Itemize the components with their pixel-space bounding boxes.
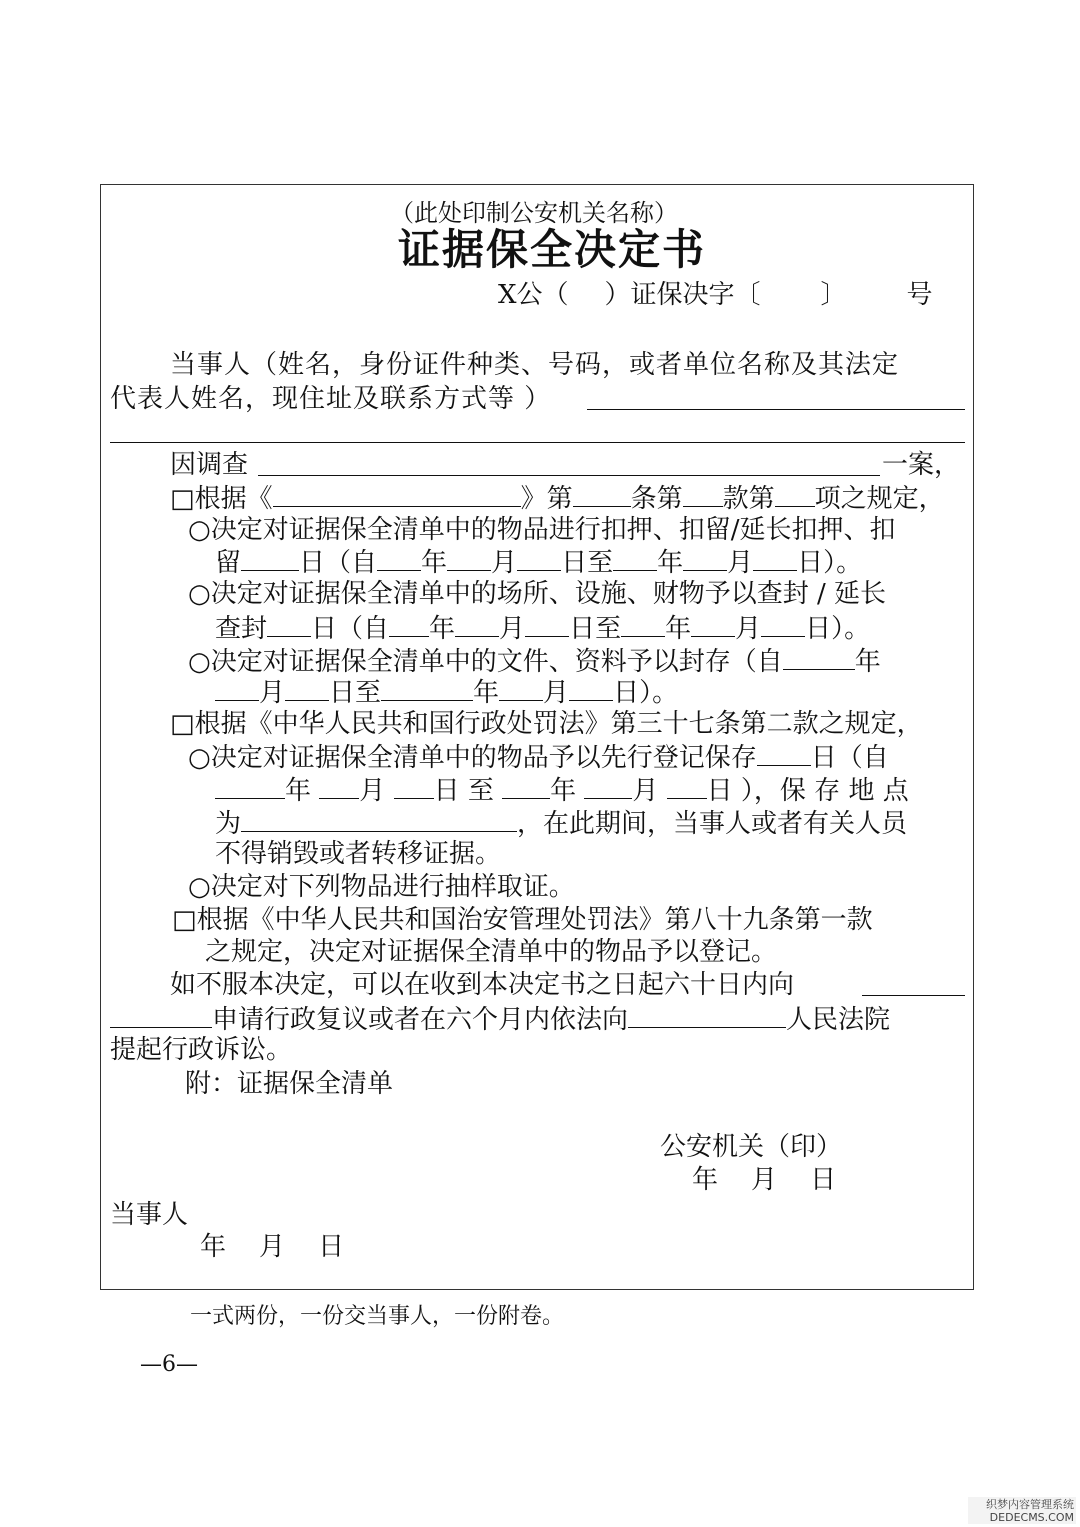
- opt2-l2-e: 日至: [569, 614, 622, 644]
- opt4-l2-year2: 年: [550, 776, 577, 806]
- party-blank[interactable]: [587, 409, 965, 410]
- opt4-l3-a: 为: [215, 809, 242, 839]
- party-signature-date: 年 月 日: [200, 1232, 345, 1262]
- document-title: 证据保全决定书: [398, 225, 707, 274]
- law-name-blank[interactable]: [273, 480, 521, 507]
- basis1-tiao: 条第: [630, 484, 683, 514]
- opt2-l2-f: 年: [665, 614, 692, 644]
- opt4-year2-blank[interactable]: [502, 772, 550, 799]
- kuan-blank[interactable]: [683, 480, 723, 507]
- basis1-kuan: 款第: [722, 484, 775, 514]
- opt2-circle[interactable]: ○: [188, 579, 211, 609]
- opt4-year-blank[interactable]: [215, 772, 285, 799]
- party-blank-line-2[interactable]: [110, 442, 965, 443]
- opt2-day2-blank[interactable]: [761, 610, 805, 637]
- opt1-l2-c: 年: [421, 548, 448, 578]
- attachment-note: 附：证据保全清单: [185, 1069, 394, 1099]
- authority-seal: 公安机关（印）: [660, 1132, 843, 1162]
- appeal-line-1: 如不服本决定，可以在收到本决定书之日起六十日内向: [170, 970, 795, 1000]
- opt3-circle[interactable]: ○: [188, 647, 211, 677]
- opt2-month2-blank[interactable]: [691, 610, 735, 637]
- basis3-line-1: [172, 903, 873, 937]
- page-number: —6—: [140, 1352, 198, 1377]
- opt1-month2-blank[interactable]: [683, 544, 727, 571]
- opt4-l2-month: 月: [359, 776, 386, 806]
- opt2-l2-b: 日（自: [311, 614, 390, 644]
- opt1-l2-h: 日）。: [797, 548, 863, 578]
- opt4-line-2: [215, 772, 909, 808]
- party-line-2: 代表人姓名，现住址及联系方式等 ）: [110, 384, 552, 414]
- org-name-placeholder: （此处印制公安机关名称）: [390, 199, 678, 227]
- opt2-year2-blank[interactable]: [621, 610, 665, 637]
- opt1-l2-e: 日至: [561, 548, 614, 578]
- opt4-l2-month2: 月: [632, 776, 659, 806]
- opt5-circle[interactable]: ○: [188, 872, 211, 902]
- basis3-checkbox[interactable]: □: [172, 905, 197, 935]
- basis3-line-2: 之规定，决定对证据保全清单中的物品予以登记。: [205, 937, 778, 967]
- basis1-xiang: 项之规定，: [814, 484, 945, 514]
- opt3-l2-d: 月: [543, 678, 570, 708]
- opt2-day-blank[interactable]: [525, 610, 569, 637]
- doc-no-suffix: 号: [906, 280, 933, 310]
- opt1-l2-a: 留: [215, 548, 242, 578]
- opt4-text: 决定对证据保全清单中的物品予以先行登记保存: [210, 743, 757, 773]
- doc-no-middle: ）证保决字〔: [604, 280, 761, 310]
- basis3-text: 根据《中华人民共和国治安管理处罚法》第八十九条第一款: [196, 905, 873, 935]
- opt4-month2-blank[interactable]: [584, 772, 632, 799]
- opt3-l2-b: 日至: [329, 678, 382, 708]
- appeal-line-3: 提起行政诉讼。: [110, 1035, 293, 1065]
- opt2-l2-d: 月: [499, 614, 526, 644]
- authority-date: 年 月 日: [692, 1165, 837, 1195]
- opt3-month2-blank[interactable]: [499, 674, 543, 701]
- opt4-l2-dayto: 日 至: [433, 776, 494, 806]
- opt3-l2-c: 年: [473, 678, 500, 708]
- opt5-row: [188, 870, 575, 904]
- opt2-l2-a: 查封: [215, 614, 268, 644]
- opt3-l2-a: 月: [259, 678, 286, 708]
- opt2-l2-h: 日）。: [805, 614, 871, 644]
- opt4-line1-end: 日（自: [810, 743, 889, 773]
- opt1-line-1: [188, 513, 895, 547]
- opt1-line-2: [215, 544, 862, 580]
- opt2-days-blank[interactable]: [267, 610, 311, 637]
- opt1-month-blank[interactable]: [447, 544, 491, 571]
- opt4-line-4: 不得销毁或者转移证据。: [215, 839, 502, 869]
- opt1-day-blank[interactable]: [517, 544, 561, 571]
- opt3-l2-e: 日）。: [613, 678, 679, 708]
- opt3-month-blank[interactable]: [215, 674, 259, 701]
- opt1-l2-d: 月: [491, 548, 518, 578]
- opt2-line-2: [215, 610, 870, 646]
- opt4-month-blank[interactable]: [319, 772, 359, 799]
- tiao-blank[interactable]: [573, 480, 631, 507]
- basis1-prefix: 根据《: [194, 484, 273, 514]
- opt3-year2-blank[interactable]: [381, 674, 473, 701]
- opt2-l2-g: 月: [735, 614, 762, 644]
- review-agency-blank-cont[interactable]: [110, 1001, 212, 1028]
- opt4-l2-year: 年: [285, 776, 312, 806]
- opt3-text: 决定对证据保全清单中的文件、资料予以封存（自: [210, 647, 783, 677]
- opt2-text: 决定对证据保全清单中的场所、设施、财物予以查封 / 延长: [210, 579, 886, 609]
- opt3-year-blank[interactable]: [783, 643, 855, 670]
- opt4-days-blank[interactable]: [757, 739, 811, 766]
- document-number: [498, 278, 933, 312]
- opt4-l2-day2: 日 ），保 存 地 点: [706, 776, 909, 806]
- opt2-line-1: [188, 577, 886, 611]
- opt3-day2-blank[interactable]: [569, 674, 613, 701]
- basis2-text: 根据《中华人民共和国行政处罚法》第三十七条第二款之规定，: [194, 709, 923, 739]
- opt3-day-blank[interactable]: [285, 674, 329, 701]
- opt4-l3-b: ，在此期间，当事人或者有关人员: [517, 809, 908, 839]
- doc-no-bracket-close: 〕: [820, 280, 847, 310]
- opt4-line-1: [188, 739, 889, 775]
- opt1-days-blank[interactable]: [241, 544, 299, 571]
- opt1-circle[interactable]: ○: [188, 515, 211, 545]
- watermark-line-1: 织梦内容管理系统: [986, 1498, 1074, 1511]
- basis1-checkbox[interactable]: □: [170, 484, 195, 514]
- watermark-line-2: DEDECMS.COM: [989, 1511, 1074, 1524]
- review-agency-blank[interactable]: [862, 995, 965, 996]
- opt3-year-label: 年: [854, 647, 881, 677]
- storage-location-blank[interactable]: [241, 805, 517, 832]
- opt1-day2-blank[interactable]: [753, 544, 797, 571]
- appeal-line2-b: 人民法院: [786, 1005, 891, 1035]
- opt5-text: 决定对下列物品进行抽样取证。: [210, 872, 575, 902]
- opt3-line-2: [215, 674, 678, 710]
- opt1-l2-f: 年: [657, 548, 684, 578]
- court-blank[interactable]: [628, 1001, 786, 1028]
- appeal-line2-a: 申请行政复议或者在六个月内依法向: [212, 1005, 629, 1035]
- opt1-year2-blank[interactable]: [613, 544, 657, 571]
- party-signature-label: 当事人: [110, 1200, 189, 1230]
- opt1-year-blank[interactable]: [377, 544, 421, 571]
- opt2-month-blank[interactable]: [455, 610, 499, 637]
- copies-note: 一式两份，一份交当事人，一份附卷。: [190, 1304, 565, 1329]
- opt1-text: 决定对证据保全清单中的物品进行扣押、扣留/延长扣押、扣: [210, 515, 896, 545]
- opt1-l2-b: 日（自: [299, 548, 378, 578]
- opt1-l2-g: 月: [727, 548, 754, 578]
- basis2-row: [170, 707, 923, 741]
- basis1-row: [170, 480, 945, 516]
- doc-no-prefix: X公（: [498, 280, 569, 310]
- opt4-circle[interactable]: ○: [188, 743, 211, 773]
- opt2-l2-c: 年: [429, 614, 456, 644]
- opt2-year-blank[interactable]: [389, 610, 429, 637]
- opt4-day-blank[interactable]: [394, 772, 434, 799]
- case-prefix: 因调查: [170, 450, 249, 480]
- case-blank[interactable]: [258, 475, 880, 476]
- case-suffix: 一案，: [882, 450, 961, 480]
- basis2-checkbox[interactable]: □: [170, 709, 195, 739]
- party-line-1: 当事人（姓名，身份证件种类、号码，或者单位名称及其法定: [170, 350, 900, 380]
- xiang-blank[interactable]: [775, 480, 815, 507]
- basis1-close: 》第: [520, 484, 573, 514]
- appeal-line-2: [110, 1001, 890, 1037]
- opt4-day2-blank[interactable]: [667, 772, 707, 799]
- opt4-line-3: [215, 805, 907, 841]
